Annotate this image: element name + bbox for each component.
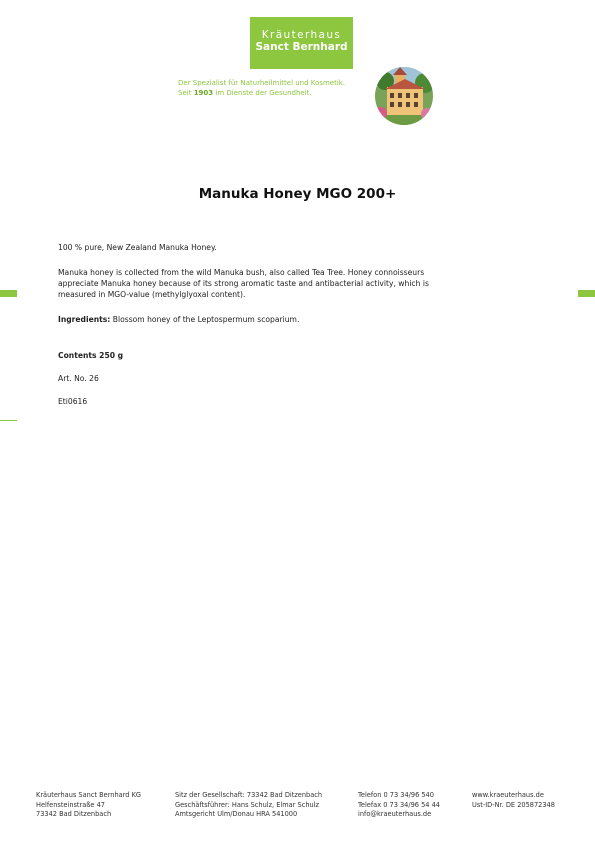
footer-line: 73342 Bad Ditzenbach	[36, 810, 112, 818]
description-line: measured in MGO-value (methylglyoxal content).	[58, 290, 246, 299]
footer-line: Ust-ID-Nr. DE 205872348	[472, 800, 555, 809]
ingredients-label: Ingredients:	[58, 315, 111, 324]
description-line: appreciate Manuka honey because of its strong aromatic taste and antibacterial activity, which is	[58, 279, 429, 288]
footer-line: Geschäftsführer: Hans Schulz, Elmar Schulz	[175, 800, 319, 809]
product-title: Manuka Honey MGO 200+	[198, 186, 397, 202]
label-code: Eti0616	[58, 397, 88, 406]
footer-company	[175, 791, 322, 820]
footer-contact	[358, 791, 440, 820]
footer-website-link[interactable]: www.kraeuterhaus.de	[472, 791, 544, 799]
building-photo-icon	[375, 67, 433, 125]
side-mark-right	[578, 290, 595, 297]
tagline	[178, 78, 378, 98]
article-number: Art. No. 26	[58, 374, 99, 383]
footer-email[interactable]: info@kraeuterhaus.de	[358, 810, 432, 818]
footer-line: Sitz der Gesellschaft: 73342 Bad Ditzenbach	[175, 791, 323, 799]
tagline-line2	[178, 88, 378, 98]
footer-web	[472, 791, 555, 810]
contents: Contents 250 g	[58, 351, 124, 360]
tagline-year: 1903	[193, 89, 214, 97]
description-line: Manuka honey is collected from the wild Manuka bush, also called Tea Tree. Honey connoisseurs	[58, 268, 425, 277]
tagline-since: Seit	[178, 89, 192, 97]
tagline-line1: Der Spezialist für Naturheilmittel und Kosmetik.	[178, 79, 346, 87]
product-intro: 100 % pure, New Zealand Manuka Honey.	[58, 243, 217, 252]
footer-line: Amtsgericht Ulm/Donau HRA 541000	[175, 810, 298, 818]
logo-line1: Kräuterhaus	[261, 29, 342, 41]
footer-line: Telefon 0 73 34/96 540	[358, 791, 434, 799]
company-logo	[250, 17, 353, 69]
ingredients-text: Blossom honey of the Leptospermum scoparium.	[112, 315, 300, 324]
fold-mark-left	[0, 420, 17, 421]
footer-address	[36, 791, 141, 820]
product-description	[58, 267, 458, 300]
tagline-rest: im Dienste der Gesundheit.	[215, 89, 312, 97]
side-mark-left	[0, 290, 17, 297]
logo-line2: Sanct Bernhard	[255, 41, 348, 53]
footer-line: Helfensteinstraße 47	[36, 800, 105, 809]
footer-line: Kräuterhaus Sanct Bernhard KG	[36, 791, 142, 799]
ingredients	[58, 314, 299, 325]
footer-line: Telefax 0 73 34/96 54 44	[358, 800, 440, 809]
